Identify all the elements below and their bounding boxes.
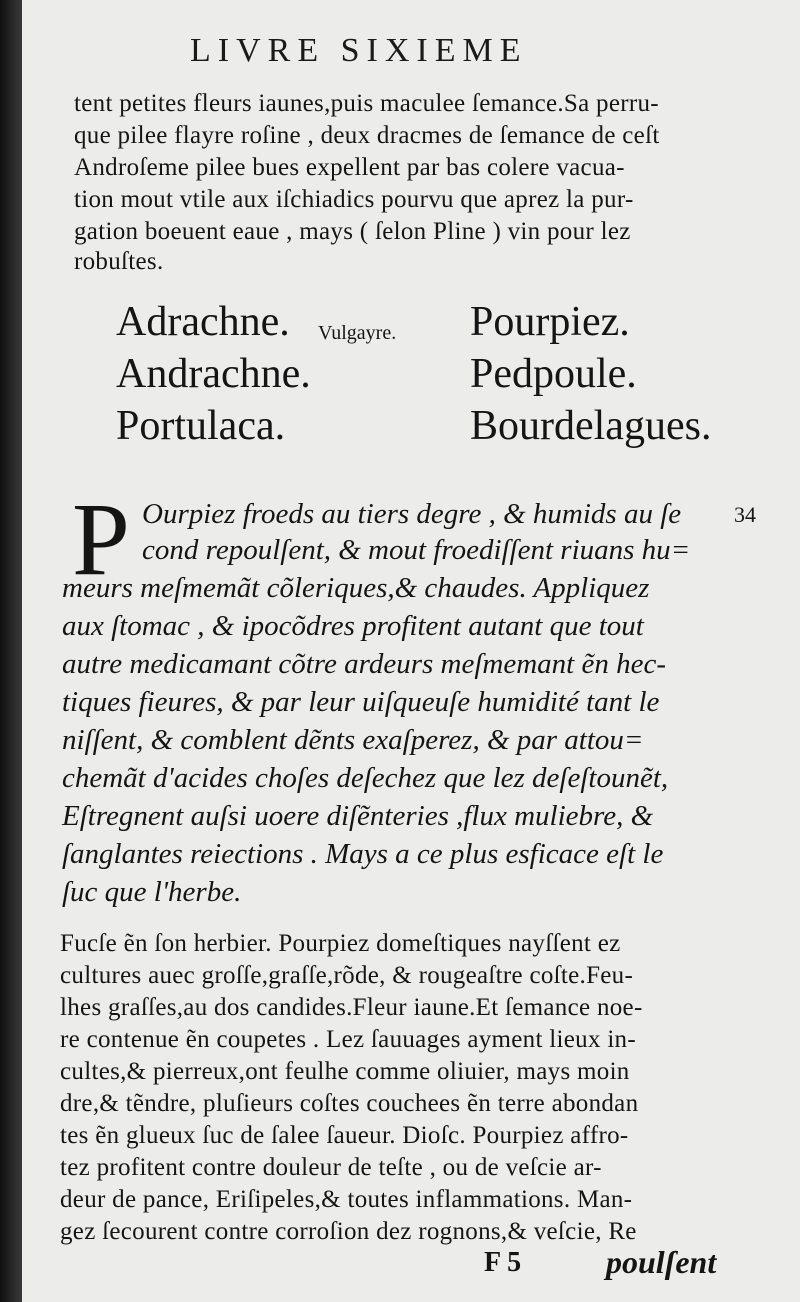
- text-line: dre,& tẽndre, pluſieurs coſtes couchees ẽn terre abondan: [60, 1090, 639, 1117]
- name-latin-3: Portulaca.: [116, 403, 286, 449]
- vulgar-label: Vulgayre.: [318, 322, 397, 344]
- text-line: tez profitent contre douleur de teſte , ou de veſcie ar-: [60, 1154, 602, 1181]
- name-vulgar-1: Pourpiez.: [470, 299, 630, 345]
- text-line: ſanglantes reiections . Mays a ce plus esficace eſt le: [62, 838, 664, 870]
- text-line: robuſtes.: [74, 248, 164, 275]
- running-head: LIVRE SIXIEME: [190, 32, 528, 69]
- text-line: cultures auec groſſe,graſſe,rõde, & rougeaſtre coſte.Feu-: [60, 962, 634, 989]
- name-vulgar-2: Pedpoule.: [470, 351, 637, 397]
- text-line: tion mout vtile aux iſchiadics pourvu que aprez la pur-: [74, 186, 634, 213]
- text-line: Eſtregnent auſsi uoere diſẽnteries ,flux muliebre, &: [62, 800, 654, 832]
- text-line: Androſeme pilee bues expellent par bas colere vacua-: [74, 154, 625, 181]
- text-line: meurs meſmemãt cõleriques,& chaudes. Appliquez: [62, 572, 650, 604]
- page-gutter-shadow: [0, 0, 22, 1302]
- text-line: que pilee flayre roſine , deux dracmes de ſemance de ceſt: [74, 122, 660, 149]
- text-line: Ourpiez froeds au tiers degre , & humids au ſe: [142, 498, 682, 530]
- book-page: [22, 0, 800, 1302]
- catchword: poulſent: [606, 1244, 717, 1280]
- text-line: re contenue ẽn coupetes . Lez ſauuages ayment lieux in-: [60, 1026, 636, 1053]
- text-line: deur de pance, Eriſipeles,& toutes inflammations. Man-: [60, 1186, 633, 1213]
- text-line: tes ẽn glueux ſuc de ſalee ſaueur. Dioſc. Pourpiez affro-: [60, 1122, 629, 1149]
- name-latin-1: Adrachne.: [116, 299, 290, 345]
- signature-mark: F 5: [484, 1247, 522, 1278]
- text-line: ſuc que l'herbe.: [62, 876, 242, 908]
- text-line: chemãt d'acides choſes deſechez que lez deſeſtounẽt,: [62, 762, 669, 794]
- text-line: lhes graſſes,au dos candides.Fleur iaune.Et ſemance noe-: [60, 994, 643, 1021]
- text-line: tent petites fleurs iaunes,puis maculee ſemance.Sa perru-: [74, 90, 659, 117]
- text-line: gation boeuent eaue , mays ( ſelon Pline ) vin pour lez: [74, 218, 631, 245]
- text-line: tiques fieures, & par leur uiſqueuſe humidité tant le: [62, 686, 660, 718]
- text-line: niſſent, & comblent dẽnts exaſperez, & par attou=: [62, 724, 644, 756]
- text-line: gez ſecourent contre corroſion dez rognons,& veſcie, Re: [60, 1218, 637, 1245]
- text-line: cultes,& pierreux,ont feulhe comme oliuier, mays moin: [60, 1058, 630, 1085]
- text-line: autre medicamant cõtre ardeurs meſmemant ẽn hec-: [62, 648, 667, 680]
- drop-cap: P: [72, 482, 130, 597]
- name-latin-2: Andrachne.: [116, 351, 311, 397]
- text-line: aux ſtomac , & ipocõdres profitent autant que tout: [62, 610, 644, 642]
- margin-folio-number: 34: [734, 502, 756, 527]
- name-vulgar-3: Bourdelagues.: [470, 403, 712, 449]
- text-line: Fucſe ẽn ſon herbier. Pourpiez domeſtiques nayſſent ez: [60, 930, 621, 957]
- text-line: cond repoulſent, & mout froediſſent riuans hu=: [142, 534, 691, 566]
